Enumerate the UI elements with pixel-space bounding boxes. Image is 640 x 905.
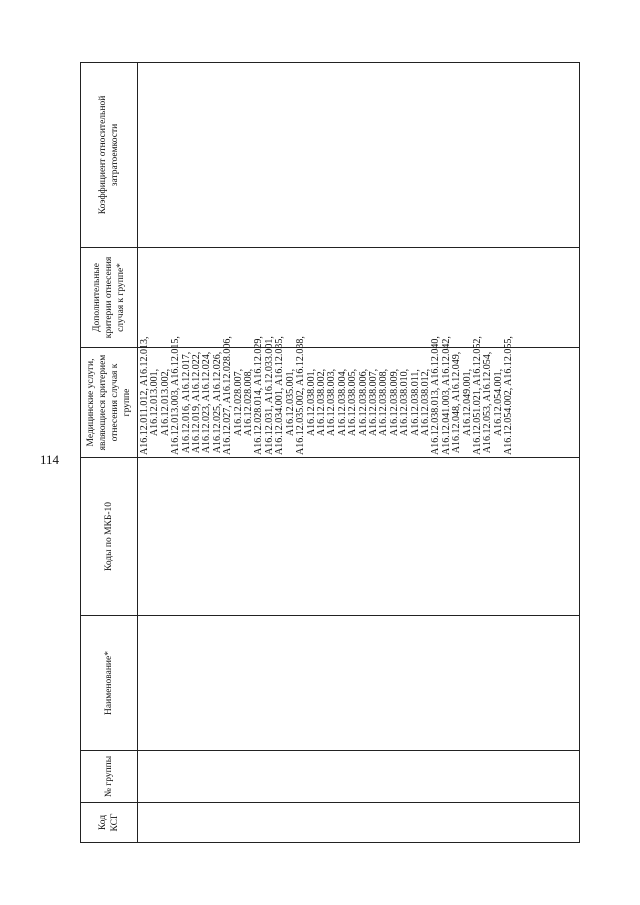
service-code-line: A16.12.038.007, — [367, 368, 379, 437]
service-code-line: A16.12.028.008, — [243, 368, 255, 437]
cell-extra-criteria — [138, 248, 580, 348]
header-icd-codes: Коды по МКБ-10 — [81, 458, 138, 616]
service-code-line: A16.12.038.004, — [336, 368, 348, 437]
service-code-line: A16.12.053, A16.12.054, — [482, 351, 494, 454]
service-code-line: A16.12.028.014, A16.12.029, — [253, 336, 265, 455]
header-group-number: № группы — [81, 751, 138, 803]
header-extra-criteria: Дополнительные критерии отнесения случая к группе* — [81, 248, 138, 348]
service-code-line: A16.12.013.001, — [149, 368, 161, 437]
service-code-line: A16.12.038.010, — [399, 368, 411, 437]
rotated-table-container — [80, 63, 580, 843]
service-code-line: A16.12.038.011, — [409, 369, 421, 436]
cell-medical-services — [138, 336, 580, 458]
service-code-line: A16.12.035.002, A16.12.038, — [295, 336, 307, 455]
header-cost-coefficient: Коэффициент относительной затратоемкости — [81, 63, 138, 248]
service-code-line: A16.12.038.005, — [347, 368, 359, 437]
service-code-line: A16.12.016, A16.12.017, — [180, 351, 192, 454]
service-code-line: A16.12.011.012, A16.12.013, — [139, 336, 150, 455]
service-code-line: A16.12.054.002, A16.12.055, — [503, 336, 515, 455]
header-medical-services: Медицинские услуги, являющиеся критерием отнесения случая к группе — [81, 348, 138, 458]
service-code-line: A16.12.019, A16.12.022, — [191, 351, 203, 454]
service-code-line: A16.12.031, A16.12.033.001, — [263, 336, 275, 455]
page-number: 114 — [40, 452, 60, 467]
header-ksg-code: Код КСГ — [81, 803, 138, 843]
table-row — [138, 63, 580, 843]
service-code-line: A16.12.025, A16.12.026, — [211, 351, 223, 454]
service-code-line: A16.12.027, A16.12.028.006, — [222, 336, 234, 455]
service-code-line: A16.12.038.006, — [357, 368, 369, 437]
header-name: Наименование* — [81, 616, 138, 751]
cell-ksg-code — [138, 803, 580, 843]
service-code-line: A16.12.038.013, A16.12.040, — [430, 336, 442, 455]
cell-icd-codes — [138, 458, 580, 616]
service-code-line: A16.12.035.001, — [284, 368, 296, 437]
service-code-line: A16.12.038.008, — [378, 368, 390, 437]
service-code-line: A16.12.023, A16.12.024, — [201, 351, 213, 454]
service-code-line: A16.12.038.003, — [326, 368, 338, 437]
cell-name — [138, 616, 580, 751]
table-header-row — [81, 63, 138, 843]
ksg-table — [80, 62, 580, 843]
services-list — [138, 336, 515, 457]
service-code-line: A16.12.048, A16.12.049, — [451, 351, 463, 454]
service-code-line: A16.12.038.012, — [419, 368, 431, 437]
service-code-line: A16.12.038.002, — [315, 368, 327, 437]
service-code-line: A16.12.034.001, A16.12.035, — [274, 336, 286, 455]
service-code-line: A16.12.051.021, A16.12.052, — [472, 336, 483, 455]
service-code-line: A16.12.013.003, A16.12.015, — [170, 336, 182, 455]
cell-cost-coefficient — [138, 63, 580, 248]
cell-group-number — [138, 751, 580, 803]
service-code-line: A16.12.054.001, — [492, 368, 504, 437]
service-code-line: A16.12.028.007, — [232, 368, 244, 437]
service-code-line: A16.12.041.003, A16.12.042, — [440, 336, 452, 455]
service-code-line: A16.12.049.001, — [461, 368, 473, 437]
service-code-line: A16.12.038.009, — [388, 368, 400, 437]
service-code-line: A16.12.013.002, — [159, 368, 171, 437]
service-code-line: A16.12.038.001, — [305, 368, 317, 437]
